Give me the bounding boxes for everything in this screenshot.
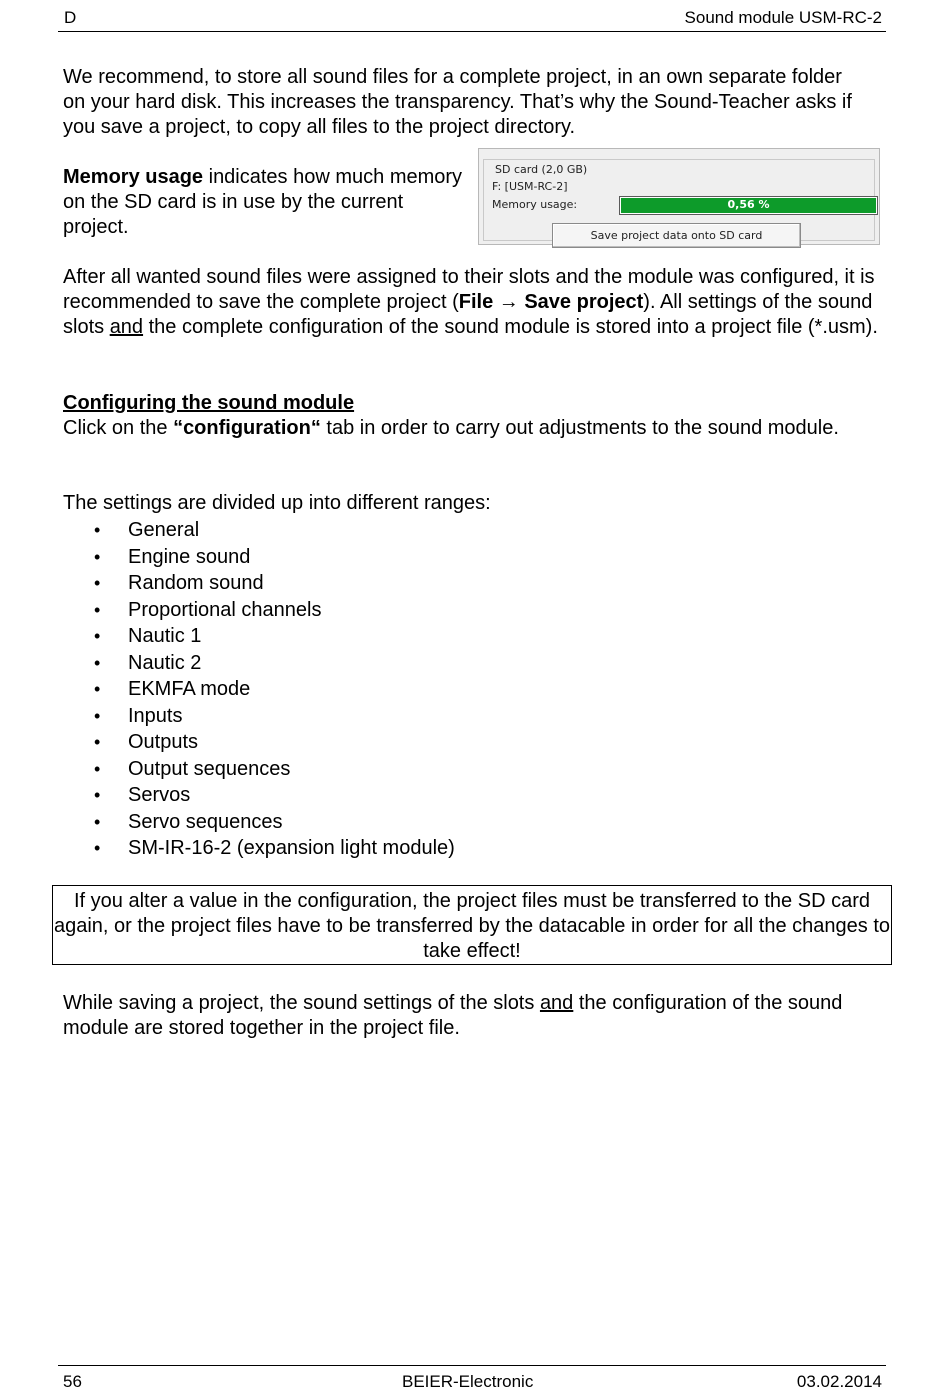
memory-usage-term: Memory usage [63, 166, 204, 188]
page-number: 56 [63, 1372, 82, 1391]
section-title-configuring: Configuring the sound module [63, 392, 355, 414]
bullet-icon: • [94, 652, 101, 673]
intro-paragraph: We recommend, to store all sound files for a complete project, in an own separate folder on your hard disk. This increases the transparency. That’s why the Sound-Teacher asks if you save a project, to copy all files to the project directory. [63, 66, 852, 138]
list-item-label: SM-IR-16-2 (expansion light module) [128, 837, 455, 859]
memory-usage-description: indicates how much memory on the SD card is in use by the current project. [63, 166, 463, 238]
and-emphasis: and [539, 992, 574, 1014]
save-project-text-3: the complete configuration of the sound module is stored into a project file (*.usm). [143, 316, 878, 338]
list-item [63, 570, 455, 597]
memory-usage-progress-bar [619, 196, 878, 215]
list-item [63, 623, 455, 650]
bullet-icon: • [94, 811, 101, 832]
sd-card-panel [478, 148, 880, 245]
bullet-icon: • [94, 520, 101, 540]
configuration-tab-name: “configuration“ [173, 417, 321, 439]
bullet-icon: • [94, 732, 101, 752]
and-emphasis: and [109, 316, 144, 338]
click-text-post: tab in order to carry out adjustments to the sound module. [320, 417, 839, 439]
memory-usage-progress-text: 0,56 % [727, 198, 770, 211]
bullet-icon: • [94, 599, 101, 620]
save-project-text-1: After all wanted sound files were assigned to their slots and the module was configured, it is recommended to save the complete project ( [63, 266, 875, 313]
list-item [63, 729, 455, 756]
saving-text-1: While saving a project, the sound settings of the slots [63, 992, 540, 1014]
list-item-label: Servos [128, 784, 191, 806]
bullet-icon: • [94, 573, 101, 593]
footer-company: BEIER-Electronic [402, 1372, 534, 1391]
memory-usage-label: Memory usage: [492, 198, 578, 211]
configuration-tab-paragraph [63, 416, 883, 441]
save-project-to-sd-button[interactable]: Save project data onto SD card [552, 223, 801, 248]
header-title: Sound module USM-RC-2 [684, 8, 882, 27]
list-item-label: EKMFA mode [128, 678, 251, 700]
list-item-label: Engine sound [128, 545, 251, 568]
click-text-pre: Click on the [63, 417, 174, 439]
list-item-label: Output sequences [128, 757, 291, 780]
save-project-text-2: ). All settings of the sound slots [63, 291, 873, 338]
sd-drive-label: F: [USM-RC-2] [492, 180, 568, 193]
memory-usage-paragraph [63, 165, 463, 240]
sd-card-legend: SD card (2,0 GB) [495, 163, 588, 176]
footer-date: 03.02.2014 [796, 1372, 882, 1391]
page-footer [58, 1365, 886, 1394]
ranges-list [63, 517, 455, 862]
bullet-icon: • [94, 546, 101, 567]
list-item [63, 756, 455, 783]
menu-save-project: Save project [524, 291, 644, 313]
list-item-label: General [128, 519, 200, 541]
list-item-label: Proportional channels [128, 598, 322, 621]
list-item [63, 650, 455, 677]
save-project-paragraph [63, 265, 883, 340]
notice-box: If you alter a value in the configuration, the project files must be transferred to the SD card again, or the project files have to be transferred by the datacable in order for all the changes to take effect! [52, 885, 892, 965]
list-item [63, 809, 455, 836]
list-item [63, 782, 455, 809]
list-item-label: Outputs [128, 731, 199, 753]
list-item-label: Servo sequences [128, 810, 283, 833]
list-item [63, 835, 455, 862]
list-item-label: Nautic 2 [128, 651, 202, 674]
saving-text-2: the configuration of the sound module are stored together in the project file. [63, 992, 843, 1039]
bullet-icon: • [94, 758, 101, 779]
saving-paragraph [63, 991, 883, 1041]
bullet-icon: • [94, 626, 101, 646]
sd-card-group [483, 159, 875, 241]
list-item-label: Nautic 1 [128, 625, 202, 647]
list-item [63, 703, 455, 730]
ranges-intro: The settings are divided up into different ranges: [63, 492, 491, 514]
list-item [63, 544, 455, 571]
bullet-icon: • [94, 705, 101, 726]
bullet-icon: • [94, 785, 101, 805]
bullet-icon: • [94, 679, 101, 699]
list-item [63, 676, 455, 703]
bullet-icon: • [94, 838, 101, 858]
page-header [58, 8, 886, 32]
list-item-label: Random sound [128, 572, 264, 594]
list-item-label: Inputs [128, 704, 183, 727]
menu-arrow: → [493, 291, 525, 313]
list-item [63, 597, 455, 624]
list-item [63, 517, 455, 544]
menu-file: File [458, 291, 494, 313]
header-language: D [64, 8, 77, 27]
